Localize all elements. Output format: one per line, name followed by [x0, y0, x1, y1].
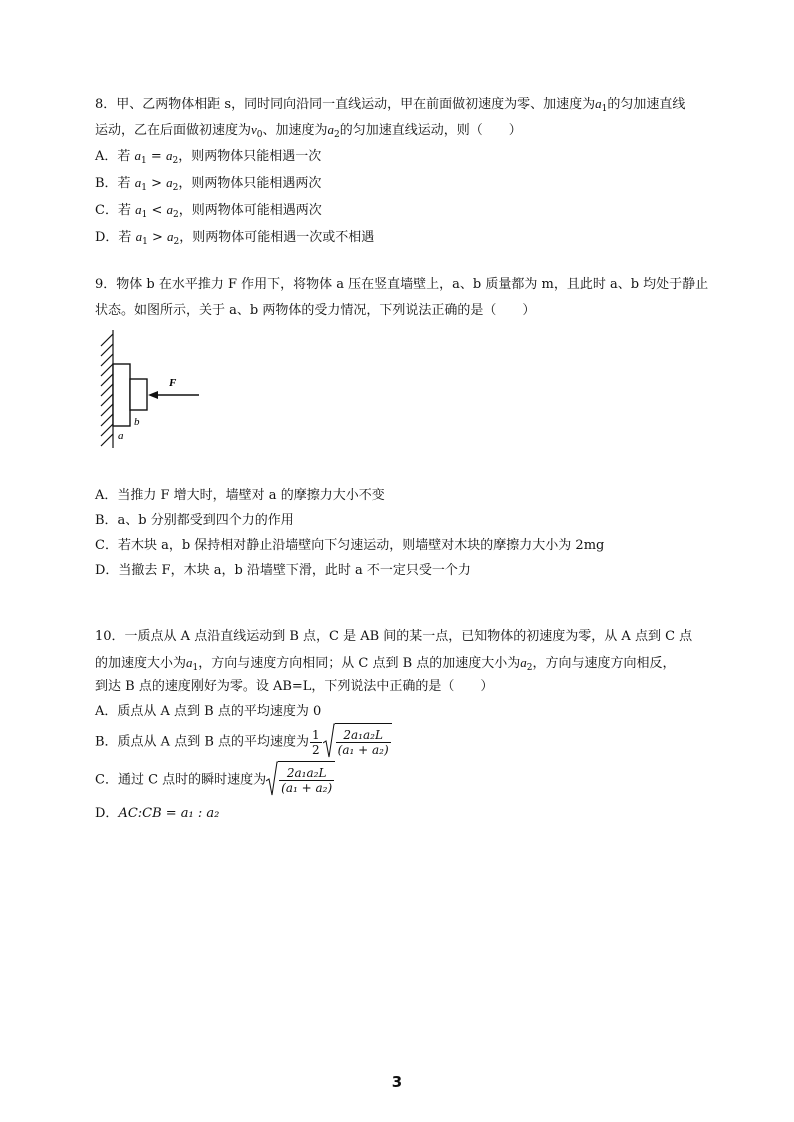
- q8-option-c-text: ，则两物体可能相遇两次: [178, 203, 322, 218]
- q10-option-b: [95, 723, 392, 761]
- sqrt-expression-b: [323, 723, 392, 761]
- q10-option-d-ratio: AC:CB = a₁ : a₂: [118, 806, 220, 821]
- q9-option-a: A．当推力 F 增大时，墙壁对 a 的摩擦力大小不变: [95, 488, 385, 503]
- label-b: b: [134, 416, 140, 428]
- q9-line-2: 状态。如图所示，关于 a、b 两物体的受力情况，下列说法正确的是（ ）: [95, 303, 536, 318]
- q9-option-c: C．若木块 a，b 保持相对静止沿墙壁向下匀速运动，则墙壁对木块的摩擦力大小为 2mg: [95, 538, 605, 553]
- label-a: a: [118, 430, 124, 442]
- q10-line-2-text: 的加速度大小为: [95, 656, 187, 671]
- q9-option-b: B．a、b 分别都受到四个力的作用: [95, 513, 294, 528]
- wall-blocks-figure: [95, 328, 210, 453]
- q8-line-2-tail: 的匀加速直线运动，则（ ）: [339, 123, 522, 138]
- sqrt-expression-c: [266, 761, 335, 799]
- q10-option-d: [95, 804, 219, 824]
- q10-line-3: 到达 B 点的速度刚好为零。设 AB=L，下列说法中正确的是（ ）: [95, 679, 494, 694]
- q8-line-2-text: 运动，乙在后面做初速度为: [95, 123, 252, 138]
- q10-option-c-text: C．通过 C 点时的瞬时速度为: [95, 772, 267, 788]
- q8-option-d-relation: >: [151, 230, 163, 245]
- q8-option-a-relation: =: [150, 149, 162, 164]
- force-arrowhead: [148, 391, 158, 399]
- q10-option-a: A．质点从 A 点到 B 点的平均速度为 0: [95, 704, 322, 719]
- q10-option-b-text: B．质点从 A 点到 B 点的平均速度为: [95, 734, 310, 750]
- q10-line-2-tail: ，方向与速度方向相反，: [532, 656, 676, 671]
- q8-option-a: A．若 $a_1 = a_2$，则两物体只能相遇一次: [95, 148, 322, 166]
- q9-option-d: D．当撤去 F，木块 a，b 沿墙壁下滑，此时 a 不一定只受一个力: [95, 563, 471, 578]
- block-b: [130, 379, 147, 410]
- half-fraction: [310, 728, 322, 757]
- sqrt-c-denominator: (a₁ + a₂): [281, 781, 333, 795]
- q8-option-d-text: ，则两物体可能相遇一次或不相遇: [179, 230, 375, 245]
- q8-line-2: 运动，乙在后面做初速度为$v_0$、加速度为$a_2$的匀加速直线运动，则（ ）: [95, 122, 522, 140]
- q8-option-d: D．若 $a_1 > a_2$，则两物体可能相遇一次或不相遇: [95, 229, 375, 247]
- q8-line-2-mid: 、加速度为: [262, 123, 328, 138]
- q8-option-a-label: A．若: [95, 149, 131, 164]
- q8-option-c: C．若 $a_1 < a_2$，则两物体可能相遇两次: [95, 202, 322, 220]
- q9-line-1: 9．物体 b 在水平推力 F 作用下，将物体 a 压在竖直墙壁上，a、b 质量都为 m，且此时 a、b 均处于静止: [95, 277, 709, 292]
- sqrt-b-denominator: (a₁ + a₂): [337, 743, 389, 757]
- wall-hatching: [101, 330, 113, 448]
- half-denominator: 2: [312, 742, 320, 757]
- q8-line-1: 8．甲、乙两物体相距 s，同时同向沿同一直线运动，甲在前面做初速度为零、加速度为$a_1$的匀加速直线: [95, 96, 686, 114]
- force-label: F: [169, 377, 177, 389]
- q8-line-1-text: 8．甲、乙两物体相距 s，同时同向沿同一直线运动，甲在前面做初速度为零、加速度为: [95, 97, 596, 112]
- q8-line-1-tail: 的匀加速直线: [607, 97, 686, 112]
- block-a: [113, 364, 130, 426]
- half-numerator: 1: [312, 727, 320, 742]
- sqrt-c-numerator: 2a₁a₂L: [279, 766, 334, 781]
- page-number: 3: [391, 1073, 403, 1091]
- q10-line-1: 10．一质点从 A 点沿直线运动到 B 点，C 是 AB 间的某一点，已知物体的初速度为零，从 A 点到 C 点: [95, 629, 693, 644]
- q8-option-b-relation: >: [151, 176, 162, 191]
- q8-option-c-label: C．若: [95, 203, 131, 218]
- q8-option-b-text: ，则两物体只能相遇两次: [178, 176, 322, 191]
- q8-option-c-relation: <: [151, 203, 163, 218]
- q10-option-d-label: D．: [95, 806, 119, 821]
- q10-line-2: 的加速度大小为$a_1$，方向与速度方向相同；从 C 点到 B 点的加速度大小为$a_2$，方向与速度方向相反，: [95, 655, 676, 673]
- q10-line-2-mid: ，方向与速度方向相同；从 C 点到 B 点的加速度大小为: [198, 656, 521, 671]
- q8-option-b-label: B．若: [95, 176, 131, 191]
- q8-option-b: B．若 $a_1 > a_2$，则两物体只能相遇两次: [95, 175, 322, 193]
- q8-option-a-text: ，则两物体只能相遇一次: [178, 149, 322, 164]
- sqrt-b-numerator: 2a₁a₂L: [336, 728, 391, 743]
- q8-option-d-label: D．若: [95, 230, 132, 245]
- q10-option-c: [95, 761, 335, 799]
